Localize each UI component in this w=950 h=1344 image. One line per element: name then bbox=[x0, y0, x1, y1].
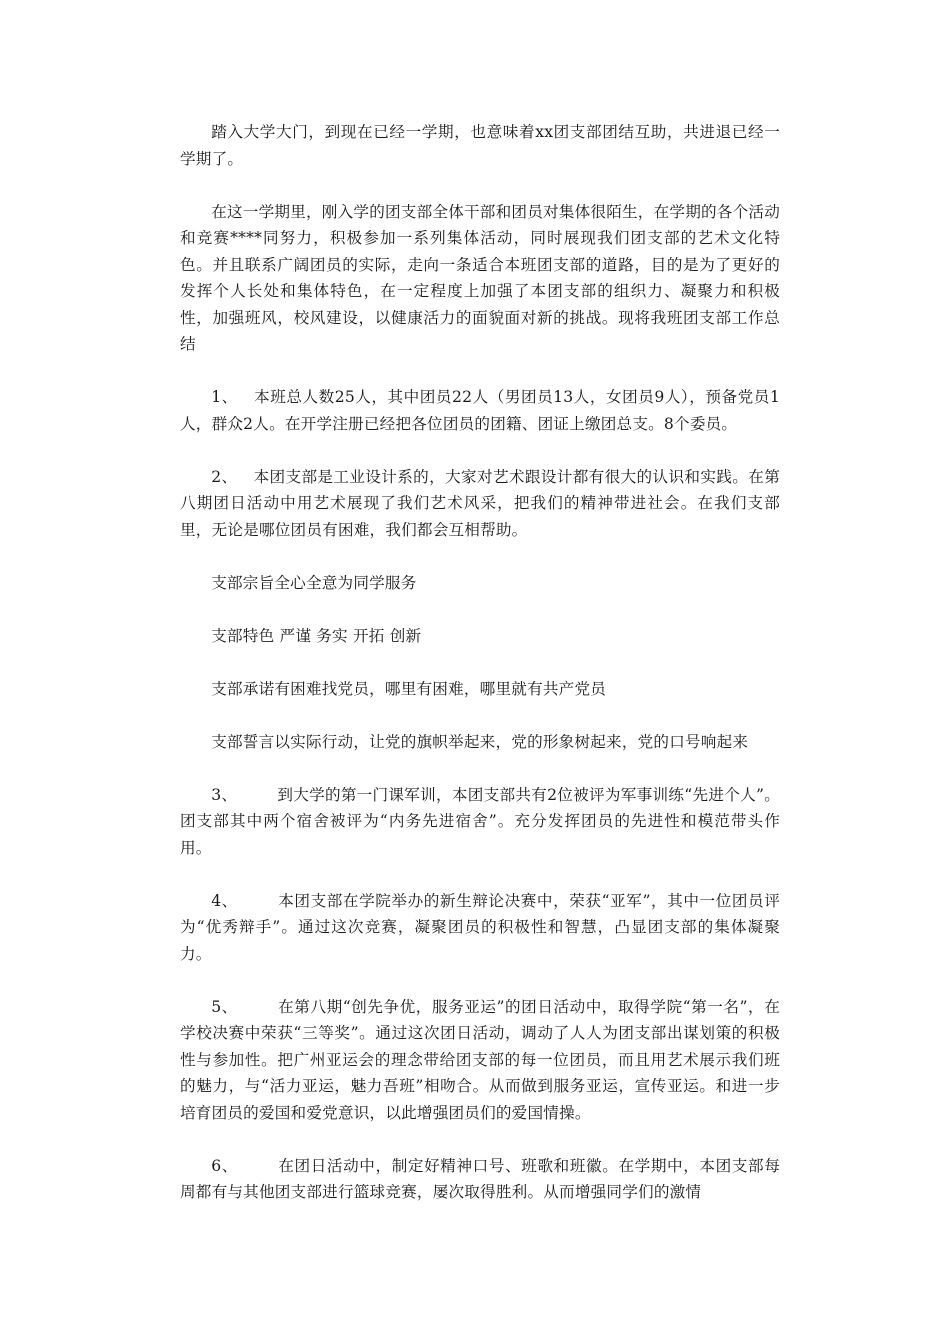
paragraph-text: 本班总人数25人，其中团员22人（男团员13人，女团员9人），预备党员1人，群众2人。在开学注册已经把各位团员的团籍、团证上缴团总支。8个委员。 bbox=[180, 388, 780, 433]
item-number: 2、 bbox=[211, 467, 238, 486]
paragraph-text: 支部承诺有困难找党员，哪里有困难，哪里就有共产党员 bbox=[211, 679, 607, 698]
item-number: 4、 bbox=[211, 891, 238, 910]
paragraph-text: 支部特色 严谨 务实 开拓 创新 bbox=[211, 626, 422, 645]
item-number: 1、 bbox=[211, 388, 238, 406]
paragraph-item-4 bbox=[180, 888, 780, 968]
paragraph-item-1 bbox=[180, 384, 780, 437]
paragraph-text: 本团支部在学院举办的新生辩论决赛中，荣获“亚军”，其中一位团员评为“优秀辩手”。通过这次竞赛，凝聚团员的积极性和智慧，凸显团支部的集体凝聚力。 bbox=[180, 891, 780, 963]
paragraph-intro bbox=[180, 119, 780, 172]
item-number: 3、 bbox=[211, 785, 238, 804]
item-number: 6、 bbox=[211, 1156, 238, 1175]
paragraph-item-2 bbox=[180, 464, 780, 544]
paragraph-features bbox=[180, 623, 780, 650]
paragraph-purpose bbox=[180, 570, 780, 597]
paragraph-text: 在第八期“创先争优，服务亚运”的团日活动中，取得学院“第一名”，在学校决赛中荣获“三等奖”。通过这次团日活动，调动了人人为团支部出谋划策的积极性与参加性。把广州亚运会的理念带给团支部的每一位团员，而且用艺术展示我们班的魅力，与“活力亚运，魅力吾班”相吻合。从而做到服务亚运，宣传亚运。和进一步培育团员的爱国和爱党意识，以此增强团员们的爱国情操。 bbox=[180, 997, 780, 1122]
paragraph-text: 支部宗旨全心全意为同学服务 bbox=[211, 573, 417, 592]
paragraph-text: 在这一学期里，刚入学的团支部全体干部和团员对集体很陌生，在学期的各个活动和竞赛****同努力，积极参加一系列集体活动，同时展现我们团支部的艺术文化特色。并且联系广阔团员的实际，走向一条适合本班团支部的道路，目的是为了更好的发挥个人长处和集体特色，在一定程度上加强了本团支部的组织力、凝聚力和积极性，加强班风，校风建设，以健康活力的面貌面对新的挑战。现将我班团支部工作总结 bbox=[180, 202, 780, 353]
paragraph-item-3 bbox=[180, 782, 780, 862]
paragraph-text: 支部誓言以实际行动，让党的旗帜举起来，党的形象树起来，党的口号响起来 bbox=[211, 732, 749, 751]
paragraph-overview bbox=[180, 199, 780, 358]
paragraph-text: 在团日活动中，制定好精神口号、班歌和班徽。在学期中，本团支部每周都有与其他团支部进行篮球竞赛，屡次取得胜利。从而增强同学们的激情 bbox=[180, 1156, 781, 1201]
paragraph-promise bbox=[180, 676, 780, 703]
paragraph-oath bbox=[180, 729, 780, 756]
paragraph-text: 踏入大学大门，到现在已经一学期，也意味着xx团支部团结互助，共进退已经一学期了。 bbox=[180, 123, 780, 168]
paragraph-item-5 bbox=[180, 994, 780, 1127]
item-number: 5、 bbox=[211, 997, 238, 1016]
paragraph-item-6 bbox=[180, 1153, 780, 1206]
paragraph-text: 本团支部是工业设计系的，大家对艺术跟设计都有很大的认识和实践。在第八期团日活动中用艺术展现了我们艺术风采，把我们的精神带进社会。在我们支部里，无论是哪位团员有困难，我们都会互相帮助。 bbox=[180, 467, 780, 539]
document-body bbox=[180, 119, 780, 1232]
paragraph-text: 到大学的第一门课军训，本团支部共有2位被评为军事训练“先进个人”。团支部其中两个宿舍被评为“内务先进宿舍”。充分发挥团员的先进性和模范带头作用。 bbox=[180, 785, 781, 857]
